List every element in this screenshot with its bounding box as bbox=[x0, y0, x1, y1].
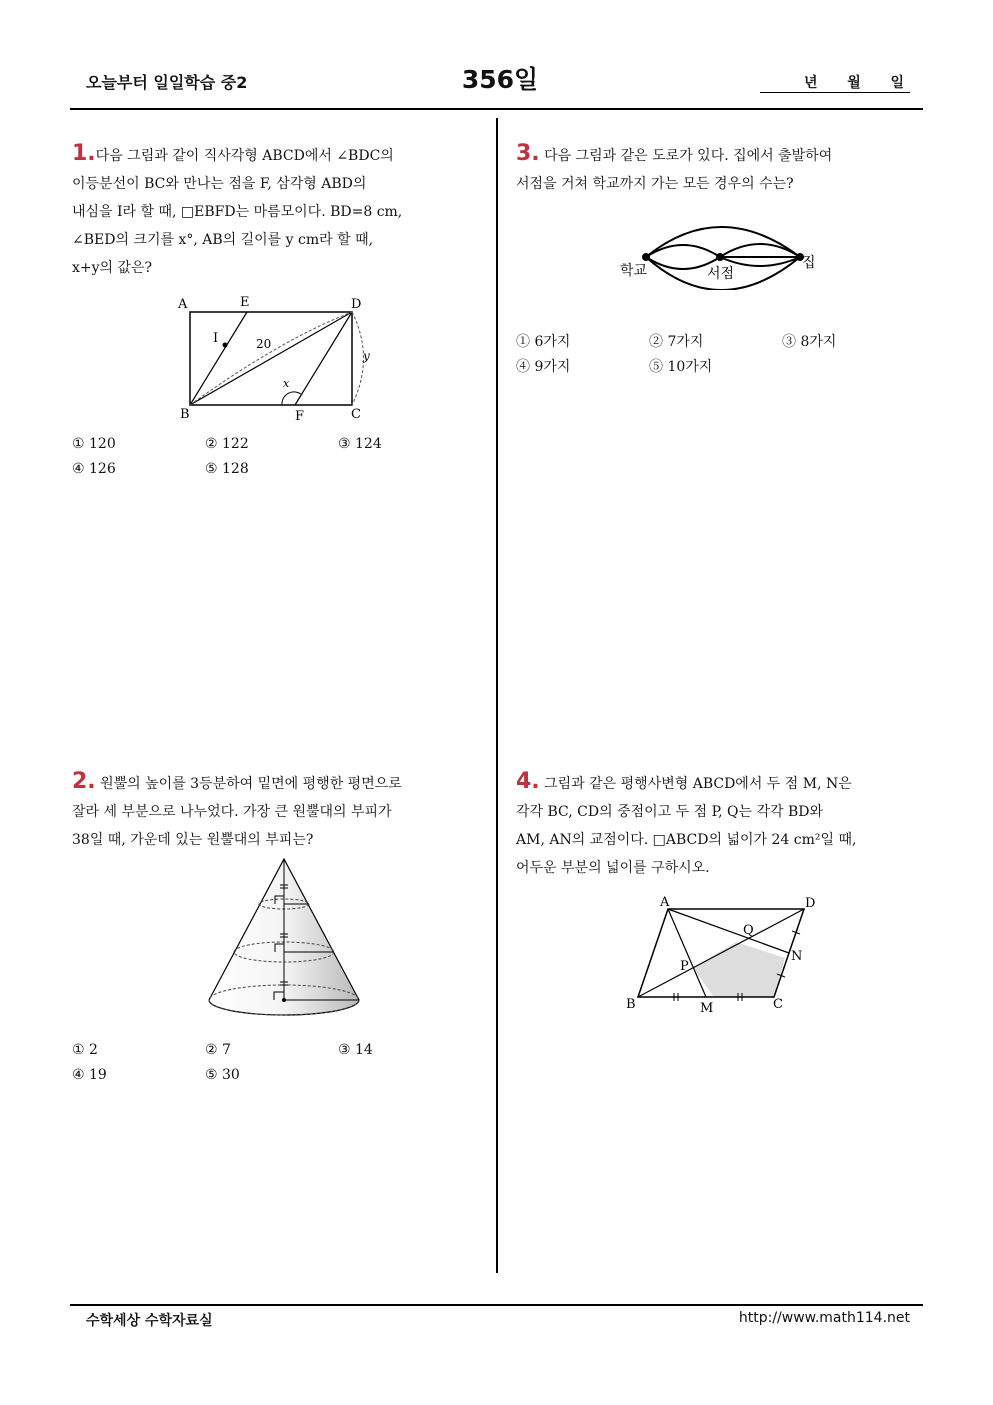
q1-label-D: D bbox=[351, 297, 362, 312]
header-rule bbox=[70, 108, 923, 110]
question-4 bbox=[516, 768, 916, 882]
q4-line-4: 어두운 부분의 넓이를 구하시오. bbox=[516, 860, 710, 876]
question-1 bbox=[72, 140, 472, 282]
q1-label-A: A bbox=[178, 297, 188, 312]
q3-option-3[interactable]: ③ 8가지 bbox=[782, 334, 837, 350]
q1-option-2[interactable]: ② 122 bbox=[205, 436, 249, 452]
q2-line-1: 2. 원뿔의 높이를 3등분하여 밑면에 평행한 평면으로 bbox=[72, 769, 402, 794]
q2-number: 2. bbox=[72, 769, 96, 794]
q1-line-1: 1.다음 그림과 같이 직사각형 ABCD에서 ∠BDC의 bbox=[72, 141, 394, 166]
q1-option-4[interactable]: ④ 126 bbox=[72, 461, 116, 477]
header-series-title: 오늘부터 일일학습 중2 bbox=[86, 73, 248, 92]
q2-option-5[interactable]: ⑤ 30 bbox=[205, 1067, 240, 1083]
q2-options bbox=[72, 1042, 492, 1092]
q1-label-F: F bbox=[295, 409, 305, 424]
q3-road-figure bbox=[610, 215, 825, 290]
q4-label-C: C bbox=[773, 997, 783, 1012]
q1-option-3[interactable]: ③ 124 bbox=[338, 436, 382, 452]
q3-line-1: 3. 다음 그림과 같은 도로가 있다. 집에서 출발하여 bbox=[516, 141, 833, 166]
q3-label-home: 집 bbox=[802, 255, 816, 271]
q2-line-2: 잘라 세 부분으로 나누었다. 가장 큰 원뿔대의 부피가 bbox=[72, 804, 392, 820]
q2-cone-figure bbox=[200, 855, 370, 1020]
q1-label-y: y bbox=[363, 349, 370, 363]
q3-options bbox=[516, 331, 916, 381]
q1-number: 1. bbox=[72, 141, 96, 166]
q4-label-D: D bbox=[805, 896, 816, 911]
q4-label-P: P bbox=[680, 959, 689, 974]
footer-source: 수학세상 수학자료실 bbox=[86, 1313, 213, 1329]
q3-number: 3. bbox=[516, 141, 540, 166]
q1-line-2: 이등분선이 BC와 만나는 점을 F, 삼각형 ABD의 bbox=[72, 176, 367, 192]
q3-line-2: 서점을 거쳐 학교까지 가는 모든 경우의 수는? bbox=[516, 176, 794, 192]
q2-line-3: 38일 때, 가운데 있는 원뿔대의 부피는? bbox=[72, 832, 314, 848]
q1-label-E: E bbox=[240, 295, 250, 310]
column-divider bbox=[496, 118, 498, 1273]
q3-option-5[interactable]: ⑤ 10가지 bbox=[649, 359, 713, 375]
q4-label-N: N bbox=[791, 949, 803, 964]
q1-option-1[interactable]: ① 120 bbox=[72, 436, 116, 452]
q2-option-3[interactable]: ③ 14 bbox=[338, 1042, 373, 1058]
q4-line-3: AM, AN의 교점이다. □ABCD의 넓이가 24 cm²일 때, bbox=[516, 832, 857, 848]
q4-label-M: M bbox=[700, 1001, 714, 1016]
q4-label-A: A bbox=[660, 895, 670, 910]
q1-line-4: ∠BED의 크기를 x°, AB의 길이를 y cm라 할 때, bbox=[72, 232, 374, 248]
q4-line-2: 각각 BC, CD의 중점이고 두 점 P, Q는 각각 BD와 bbox=[516, 804, 824, 820]
date-month-label: 월 bbox=[847, 75, 861, 91]
q2-option-1[interactable]: ① 2 bbox=[72, 1042, 98, 1058]
question-2 bbox=[72, 768, 472, 854]
q4-label-Q: Q bbox=[743, 923, 754, 938]
q4-parallelogram-figure bbox=[620, 890, 825, 1020]
q3-label-school: 학교 bbox=[620, 263, 648, 279]
q1-label-length: 20 bbox=[256, 337, 272, 351]
q1-options bbox=[72, 436, 492, 486]
q3-option-2[interactable]: ② 7가지 bbox=[649, 334, 704, 350]
q4-label-B: B bbox=[626, 997, 636, 1012]
q1-line-5: x+y의 값은? bbox=[72, 260, 153, 276]
question-3 bbox=[516, 140, 916, 198]
q3-label-bookstore: 서점 bbox=[707, 266, 735, 282]
q1-label-I: I bbox=[213, 331, 219, 346]
date-year-label: 년 bbox=[804, 75, 818, 91]
q2-option-4[interactable]: ④ 19 bbox=[72, 1067, 107, 1083]
q4-line-1: 4. 그림과 같은 평행사변형 ABCD에서 두 점 M, N은 bbox=[516, 769, 852, 794]
q1-label-B: B bbox=[180, 407, 190, 422]
q2-option-2[interactable]: ② 7 bbox=[205, 1042, 231, 1058]
q1-rectangle-figure bbox=[170, 290, 390, 425]
q1-option-5[interactable]: ⑤ 128 bbox=[205, 461, 249, 477]
date-day-label: 일 bbox=[890, 75, 904, 91]
q1-line-3: 내심을 I라 할 때, □EBFD는 마름모이다. BD=8 cm, bbox=[72, 204, 403, 220]
q3-option-4[interactable]: ④ 9가지 bbox=[516, 359, 571, 375]
header-day-title: 356일 bbox=[461, 65, 539, 94]
q1-label-C: C bbox=[351, 407, 361, 422]
q3-option-1[interactable]: ① 6가지 bbox=[516, 334, 571, 350]
footer-rule bbox=[70, 1304, 923, 1306]
header-date-field bbox=[760, 72, 910, 93]
footer-url[interactable]: http://www.math114.net bbox=[738, 1310, 910, 1326]
q1-label-x: x bbox=[283, 377, 290, 390]
q4-number: 4. bbox=[516, 769, 540, 794]
